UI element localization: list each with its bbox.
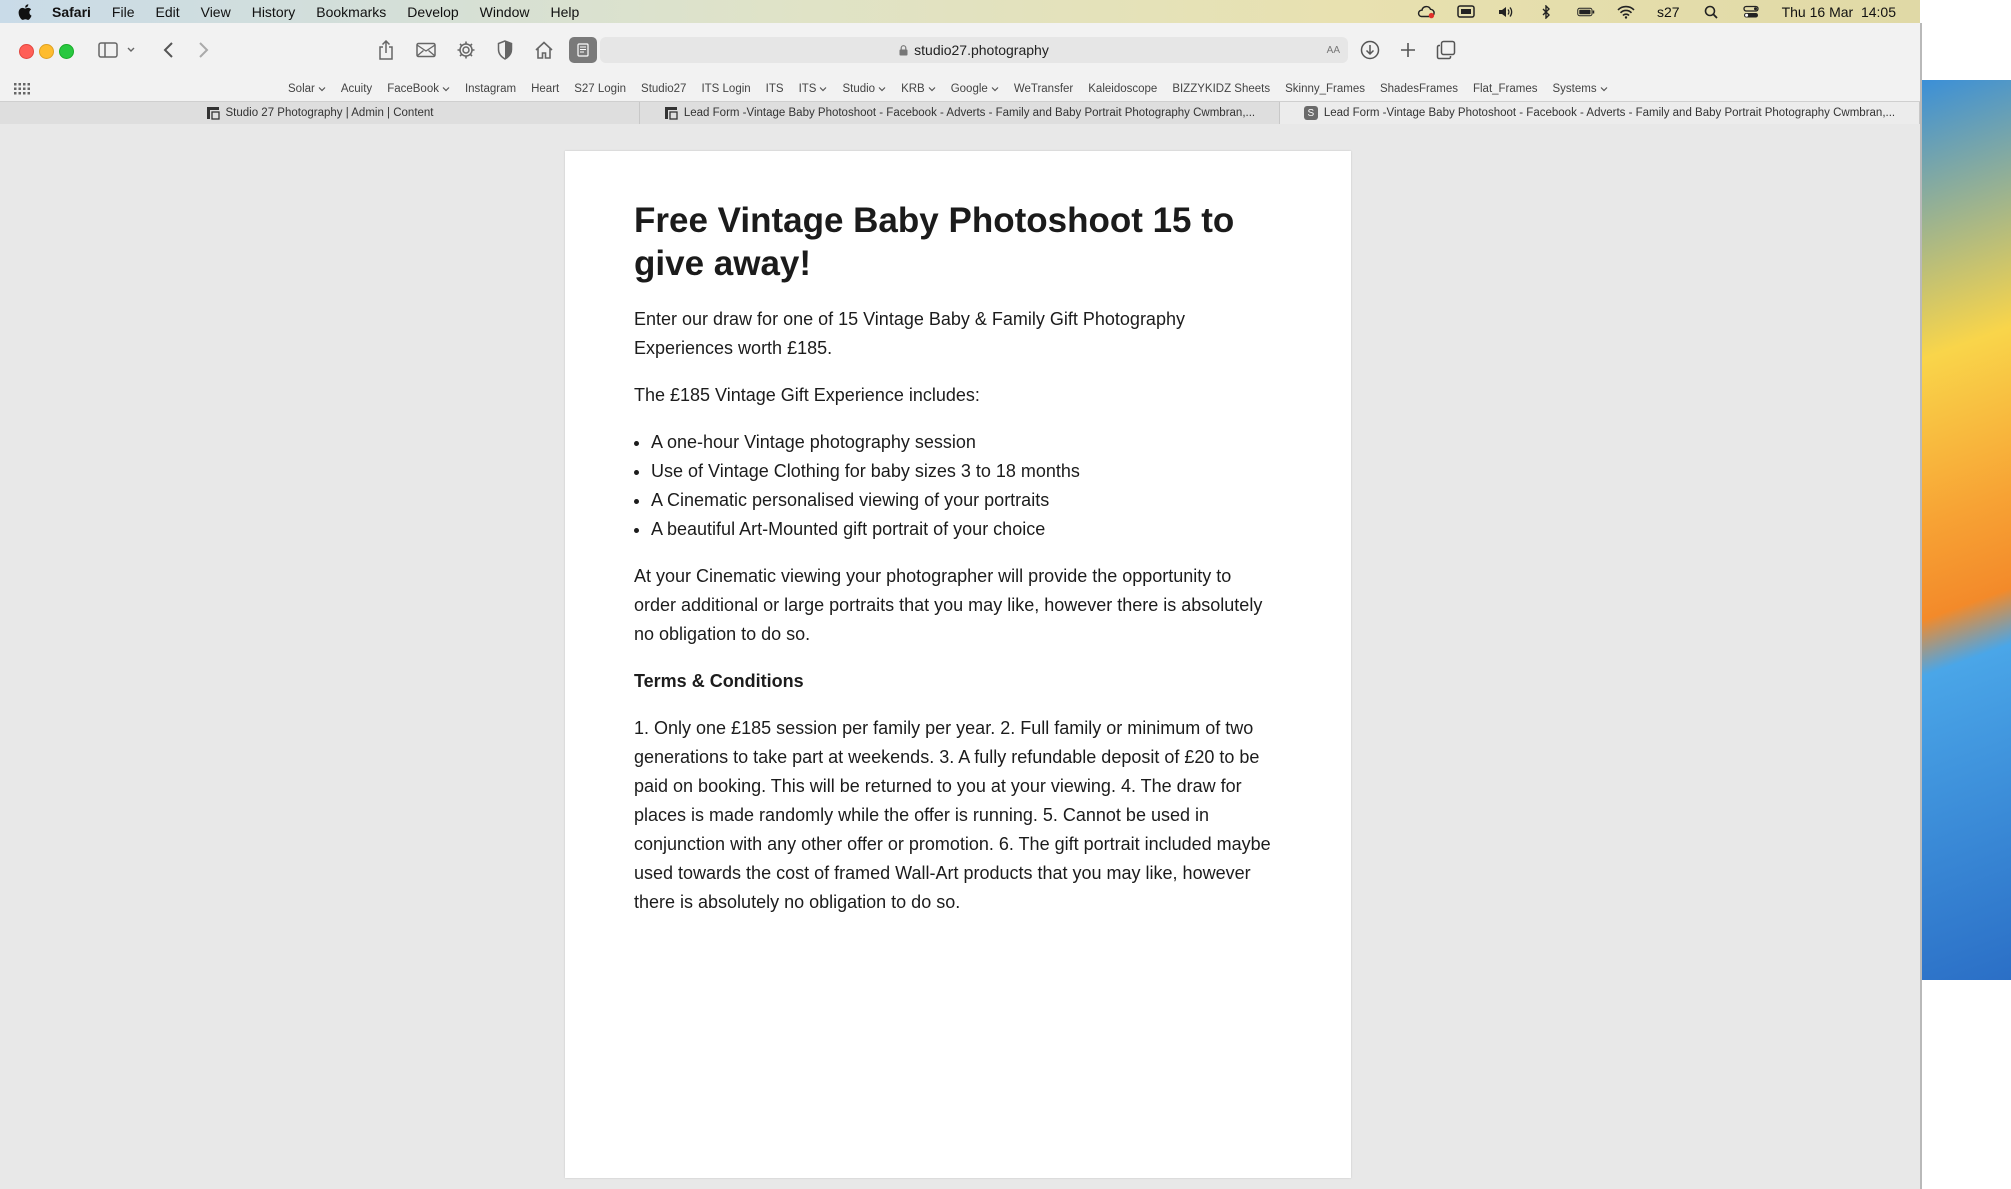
article-title: Free Vintage Baby Photoshoot 15 to give away! bbox=[634, 201, 1235, 283]
studio27-favicon-icon bbox=[664, 106, 678, 120]
control-center-icon[interactable] bbox=[1742, 5, 1760, 19]
gear-icon[interactable] bbox=[454, 38, 478, 62]
includes-heading: The £185 Vintage Gift Experience includes: bbox=[634, 385, 980, 405]
tab-title: Lead Form -Vintage Baby Photoshoot - Facebook - Adverts - Family and Baby Portrait Photography Cwmbran,... bbox=[683, 107, 1256, 119]
screen-mirroring-icon[interactable] bbox=[1457, 5, 1475, 19]
bookmark-label: Heart bbox=[531, 83, 560, 95]
spotlight-search-icon[interactable] bbox=[1702, 5, 1720, 19]
volume-icon[interactable] bbox=[1497, 5, 1515, 19]
menu-view[interactable]: View bbox=[200, 3, 231, 20]
reader-mode-icon[interactable] bbox=[569, 37, 597, 63]
menu-file[interactable]: File bbox=[111, 3, 135, 20]
chevron-down-icon bbox=[878, 85, 886, 94]
battery-icon[interactable] bbox=[1577, 5, 1595, 19]
desktop-edge-bottom bbox=[1920, 980, 2011, 1189]
bookmark-item[interactable] bbox=[1473, 83, 1538, 95]
bookmark-label: Acuity bbox=[340, 83, 373, 95]
mail-icon[interactable] bbox=[414, 38, 438, 62]
sidebar-menu-chevron-down-icon[interactable] bbox=[124, 38, 138, 62]
bookmark-item[interactable] bbox=[1285, 83, 1365, 95]
bookmark-item[interactable] bbox=[799, 83, 828, 95]
bookmark-item[interactable] bbox=[531, 83, 559, 95]
bookmark-item[interactable] bbox=[1380, 83, 1458, 95]
bookmark-item[interactable] bbox=[1172, 83, 1270, 95]
bookmark-items bbox=[288, 77, 1623, 101]
forward-chevron-icon[interactable] bbox=[191, 38, 215, 62]
bookmark-item[interactable] bbox=[701, 83, 750, 95]
bookmark-label: Instagram bbox=[464, 83, 517, 95]
desktop-wallpaper bbox=[1920, 80, 2011, 980]
includes-list bbox=[634, 428, 1274, 544]
bookmark-label: Google bbox=[950, 83, 988, 95]
terms-paragraph: 1. Only one £185 session per family per year. 2. Full family or minimum of two generations to take part at weekends. 3. A fully refundable deposit of £20 to be paid on booking. This will be returned to you at your viewing. 4. The draw for places is made randomly while the offer is running. 5. Cannot be used in conjunction with any other offer or promotion. 6. The gift portrait included maybe used towards the cost of framed Wall-Art products that you may like, however there is absolutely no obligation to do so. bbox=[634, 718, 1271, 912]
site-letter-favicon-icon: S bbox=[1304, 106, 1318, 120]
sidebar-toggle-icon[interactable] bbox=[96, 38, 120, 62]
tab-lead-form-active[interactable] bbox=[1280, 102, 1920, 124]
desktop-edge bbox=[1920, 0, 2011, 80]
bookmark-item[interactable] bbox=[288, 83, 326, 95]
close-window-button[interactable] bbox=[19, 44, 34, 59]
chevron-down-icon bbox=[819, 85, 827, 94]
browser-window bbox=[0, 23, 1922, 1189]
privacy-shield-icon[interactable] bbox=[493, 38, 517, 62]
viewing-paragraph: At your Cinematic viewing your photographer will provide the opportunity to order additional or large portraits that you may like, however there is absolutely no obligation to do so. bbox=[634, 566, 1263, 644]
text-size-button[interactable]: AA bbox=[1326, 44, 1340, 56]
tab-bar bbox=[0, 101, 1920, 125]
article-intro: Enter our draw for one of 15 Vintage Baby & Family Gift Photography Experiences worth £185. bbox=[634, 309, 1185, 358]
bookmark-label: Kaleidoscope bbox=[1088, 83, 1158, 95]
list-item: • A beautiful Art-Mounted gift portrait of your choice bbox=[651, 515, 1274, 544]
bookmark-item[interactable] bbox=[1553, 83, 1608, 95]
menu-help[interactable]: Help bbox=[550, 3, 580, 20]
menu-bookmarks[interactable]: Bookmarks bbox=[316, 3, 387, 20]
list-item: • Use of Vintage Clothing for baby sizes 3 to 18 months bbox=[651, 457, 1274, 486]
menu-history[interactable]: History bbox=[251, 3, 296, 20]
bookmark-label: ShadesFrames bbox=[1379, 83, 1458, 95]
menu-clock[interactable]: Thu 16 Mar 14:05 bbox=[1781, 3, 1896, 20]
chevron-down-icon bbox=[318, 85, 326, 94]
tab-overview-icon[interactable] bbox=[1434, 38, 1458, 62]
home-icon[interactable] bbox=[532, 38, 556, 62]
bookmark-label: Skinny_Frames bbox=[1285, 83, 1365, 95]
bluetooth-icon[interactable] bbox=[1537, 5, 1555, 19]
menu-develop[interactable]: Develop bbox=[407, 3, 459, 20]
tab-studio27-admin[interactable] bbox=[0, 102, 640, 124]
bookmark-label: Studio bbox=[842, 83, 876, 95]
terms-heading: Terms & Conditions bbox=[634, 671, 804, 691]
creative-cloud-icon[interactable] bbox=[1417, 5, 1435, 19]
bookmark-item[interactable] bbox=[341, 83, 372, 95]
bookmark-item[interactable] bbox=[574, 83, 626, 95]
chevron-down-icon bbox=[928, 85, 936, 94]
reader-page bbox=[565, 151, 1351, 1178]
tab-title: Studio 27 Photography | Admin | Content bbox=[225, 107, 434, 119]
browser-toolbar bbox=[0, 23, 1920, 77]
bookmark-item[interactable] bbox=[641, 83, 686, 95]
bookmark-item[interactable] bbox=[1088, 83, 1157, 95]
zoom-window-button[interactable] bbox=[59, 44, 74, 59]
apple-menu-icon[interactable] bbox=[18, 4, 36, 20]
bookmark-label: FaceBook bbox=[387, 83, 439, 95]
address-bar[interactable] bbox=[600, 37, 1348, 63]
menu-edit[interactable]: Edit bbox=[155, 3, 180, 20]
bookmark-item[interactable] bbox=[465, 83, 516, 95]
bookmark-label: Systems bbox=[1552, 83, 1597, 95]
minimize-window-button[interactable] bbox=[39, 44, 54, 59]
bookmark-label: KRB bbox=[901, 83, 925, 95]
bookmark-label: ITS bbox=[798, 83, 817, 95]
bookmark-label: WeTransfer bbox=[1013, 83, 1074, 95]
downloads-icon[interactable] bbox=[1358, 38, 1382, 62]
tab-title: Lead Form -Vintage Baby Photoshoot - Facebook - Adverts - Family and Baby Portrait Photography Cwmbran,... bbox=[1323, 107, 1896, 119]
menu-bar bbox=[0, 0, 1920, 23]
bookmark-item[interactable] bbox=[842, 83, 886, 95]
bookmark-item[interactable] bbox=[1014, 83, 1073, 95]
chevron-down-icon bbox=[442, 85, 450, 94]
bookmarks-bar bbox=[0, 77, 1920, 101]
share-icon[interactable] bbox=[374, 38, 398, 62]
bookmark-item[interactable] bbox=[766, 83, 784, 95]
new-tab-plus-icon[interactable] bbox=[1396, 38, 1420, 62]
article bbox=[634, 199, 1274, 935]
bookmark-label: Studio27 bbox=[641, 83, 687, 95]
bookmark-label: ITS bbox=[765, 83, 784, 95]
back-chevron-icon[interactable] bbox=[157, 38, 181, 62]
bookmark-label: ITS Login bbox=[701, 83, 751, 95]
chevron-down-icon bbox=[1600, 85, 1608, 94]
menu-app-safari[interactable]: Safari bbox=[52, 3, 91, 20]
wifi-icon[interactable] bbox=[1617, 5, 1635, 19]
chevron-down-icon bbox=[991, 85, 999, 94]
menu-user-name[interactable]: s27 bbox=[1657, 3, 1680, 20]
bookmark-label: S27 Login bbox=[574, 83, 627, 95]
bookmark-item[interactable] bbox=[901, 83, 936, 95]
bookmark-label: BIZZYKIDZ Sheets bbox=[1172, 83, 1271, 95]
studio27-favicon-icon bbox=[206, 106, 220, 120]
bookmark-item[interactable] bbox=[951, 83, 999, 95]
menu-window[interactable]: Window bbox=[479, 3, 530, 20]
bookmark-item[interactable] bbox=[387, 83, 450, 95]
address-url: studio27.photography bbox=[914, 42, 1049, 58]
reader-view bbox=[0, 124, 1920, 1189]
bookmark-label: Solar bbox=[288, 83, 315, 95]
list-item: • A Cinematic personalised viewing of your portraits bbox=[651, 486, 1274, 515]
lock-icon bbox=[899, 45, 908, 56]
bookmark-label: Flat_Frames bbox=[1472, 83, 1538, 95]
bookmarks-grid-icon[interactable] bbox=[14, 83, 30, 98]
tab-lead-form[interactable] bbox=[640, 102, 1280, 124]
list-item: • A one-hour Vintage photography session bbox=[651, 428, 1274, 457]
